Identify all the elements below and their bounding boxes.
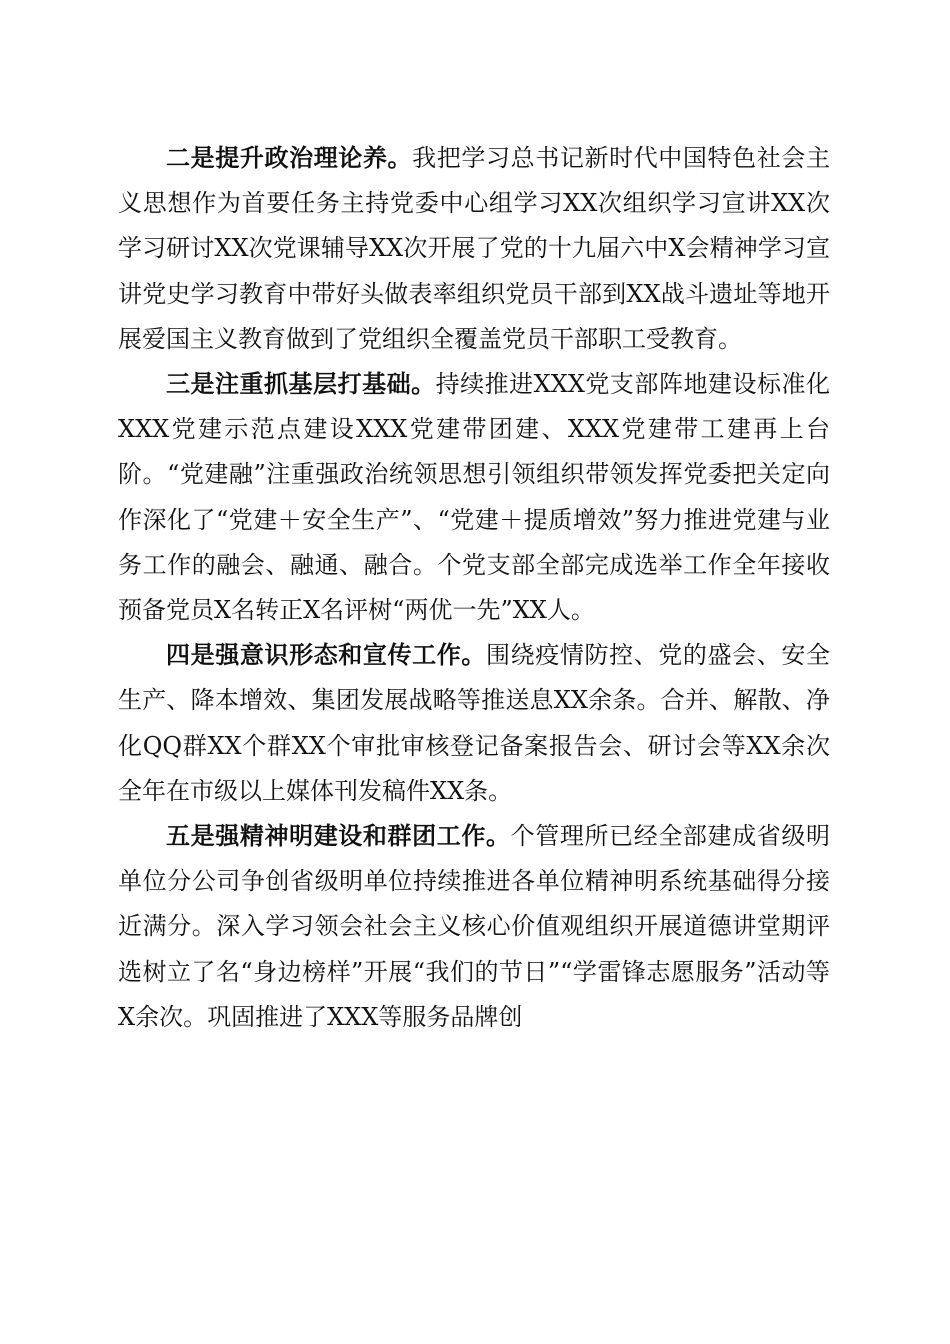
paragraph-heading: 五是强精神明建设和群团工作。 bbox=[166, 822, 511, 851]
paragraph-body: 我把学习总书记新时代中国特色社会主义思想作为首要任务主持党委中心组学习XX次组织学习宣讲XX次学习研讨XX次党课辅导XX次开展了党的十九届六中X会精神学习宣讲党史学习教育中带好头做表率组织党员干部到XX战斗遗址等地开展爱国主义教育做到了党组织全覆盖党员干部职工受教育。 bbox=[118, 144, 831, 353]
paragraph-political-theory bbox=[118, 136, 830, 362]
paragraph-body: 围绕疫情防控、党的盛会、安全生产、降本增效、集团发展战略等推送息XX余条。合并、解散、净化QQ群XX个群XX个审批审核登记备案报告会、研讨会等XX余次全年在市级以上媒体刊发稿件XX条。 bbox=[118, 641, 830, 805]
paragraph-heading: 二是提升政治理论养。 bbox=[166, 144, 413, 172]
paragraph-body: 个管理所已经全部建成省级明单位分公司争创省级明单位持续推进各单位精神明系统基础得分接近满分。深入学习领会社会主义核心价值观组织开展道德讲堂期评选树立了名“身边榜样”开展“我们的节日”“学雷锋志愿服务”活动等X余次。巩固推进了XXX等服务品牌创 bbox=[118, 822, 831, 1031]
paragraph-grassroots bbox=[118, 362, 830, 633]
document-page bbox=[118, 136, 830, 1040]
paragraph-body: 持续推进XXX党支部阵地建设标准化XXX党建示范点建设XXX党建带团建、XXX党建带工建再上台阶。“党建融”注重强政治统领思想引领组织带领发挥党委把关定向作深化了“党建＋安全生产”、“党建＋提质增效”努力推进党建与业务工作的融会、融通、融合。个党支部全部完成选举工作全年接收预备党员X名转正X名评树“两优一先”XX人。 bbox=[118, 370, 830, 625]
paragraph-heading: 四是强意识形态和宣传工作。 bbox=[166, 641, 486, 670]
paragraph-ideology-publicity bbox=[118, 633, 830, 814]
paragraph-heading: 三是注重抓基层打基础。 bbox=[166, 370, 436, 399]
paragraph-civilization-groups bbox=[118, 814, 830, 1040]
